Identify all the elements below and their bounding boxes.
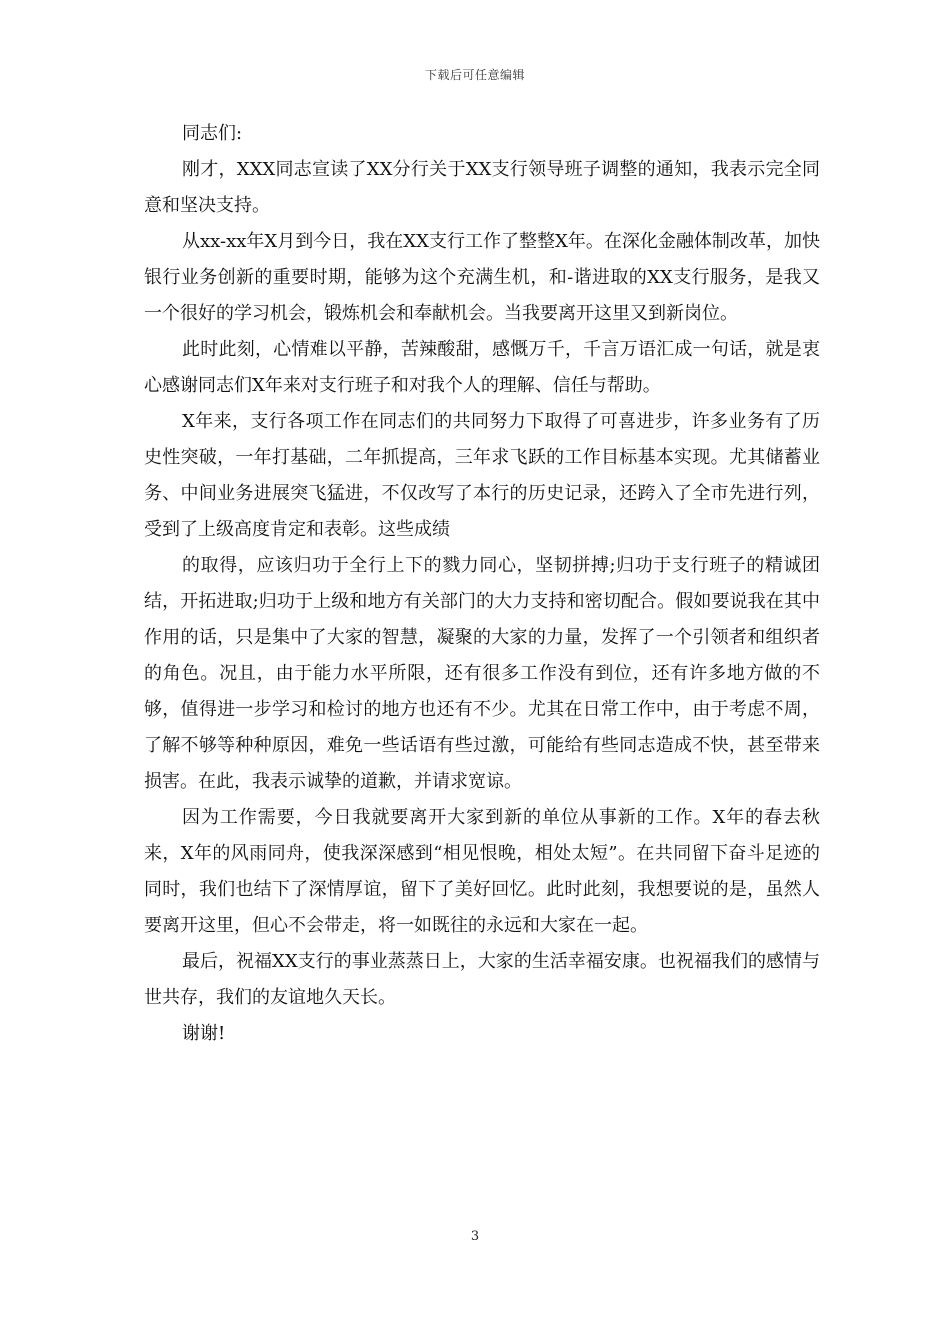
paragraph-3: 此时此刻，心情难以平静，苦辣酸甜，感慨万千，千言万语汇成一句话，就是衷心感谢同志们X年来对支行班子和对我个人的理解、信任与帮助。 bbox=[144, 339, 820, 396]
paragraph-1: 刚才，XXX同志宣读了XX分行关于XX支行领导班子调整的通知，我表示完全同意和坚决支持。 bbox=[144, 159, 820, 216]
paragraph-7: 最后，祝福XX支行的事业蒸蒸日上，大家的生活幸福安康。也祝福我们的感情与世共存，我们的友谊地久天长。 bbox=[144, 951, 820, 1008]
paragraph-6: 因为工作需要，今日我就要离开大家到新的单位从事新的工作。X年的春去秋来，X年的风雨同舟，使我深深感到“相见恨晚，相处太短”。在共同留下奋斗足迹的同时，我们也结下了深情厚谊，留下了美好回忆。此时此刻，我想要说的是，虽然人要离开这里，但心不会带走，将一如既往的永远和大家在一起。 bbox=[144, 807, 820, 936]
closing: 谢谢! bbox=[182, 1023, 226, 1044]
paragraph-2: 从xx-xx年X月到今日，我在XX支行工作了整整X年。在深化金融体制改革，加快银行业务创新的重要时期，能够为这个充满生机，和-谐进取的XX支行服务，是我又一个很好的学习机会，锻炼机会和奉献机会。当我要离开这里又到新岗位。 bbox=[144, 231, 820, 324]
paragraph-5: 的取得，应该归功于全行上下的戮力同心，坚韧拼搏;归功于支行班子的精诚团结，开拓进取;归功于上级和地方有关部门的大力支持和密切配合。假如要说我在其中作用的话，只是集中了大家的智慧，凝聚的大家的力量，发挥了一个引领者和组织者的角色。况且，由于能力水平所限，还有很多工作没有到位，还有许多地方做的不够，值得进一步学习和检讨的地方也还有不少。尤其在日常工作中，由于考虑不周，了解不够等种种原因，难免一些话语有些过激，可能给有些同志造成不快，甚至带来损害。在此，我表示诚挚的道歉，并请求宽谅。 bbox=[144, 555, 820, 792]
page-number: 3 bbox=[470, 1229, 480, 1244]
header-note: 下载后可任意编辑 bbox=[424, 68, 525, 82]
paragraph-4: X年来，支行各项工作在同志们的共同努力下取得了可喜进步，许多业务有了历史性突破，一年打基础，二年抓提高，三年求飞跃的工作目标基本实现。尤其储蓄业务、中间业务进展突飞猛进，不仅改写了本行的历史记录，还跨入了全市先进行列，受到了上级高度肯定和表彰。这些成绩 bbox=[144, 411, 820, 540]
document-body bbox=[144, 116, 820, 1052]
greeting: 同志们: bbox=[182, 123, 243, 144]
